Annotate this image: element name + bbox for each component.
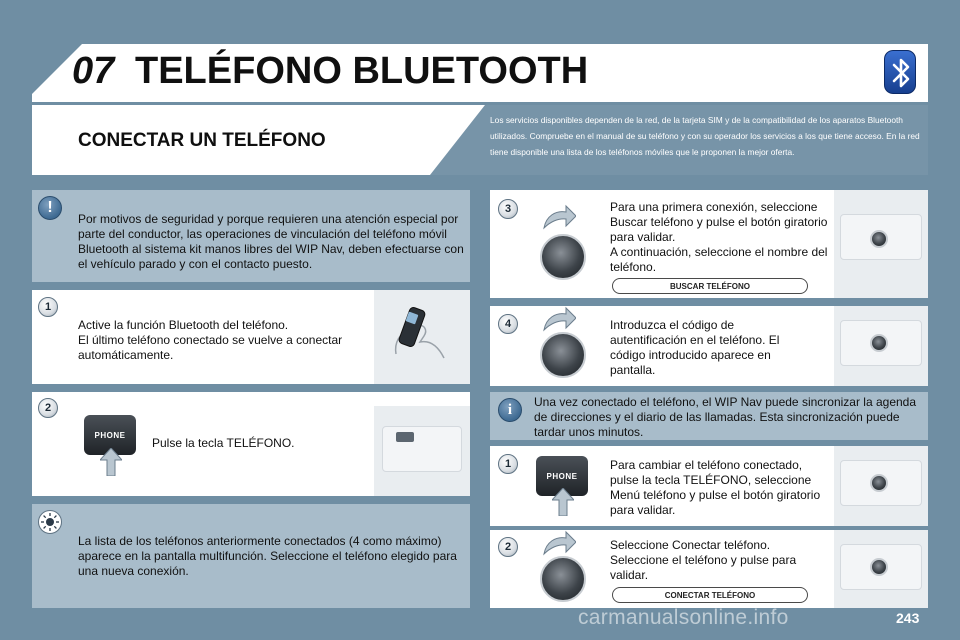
- radio-unit-illustration: [834, 530, 928, 608]
- rotary-knob-icon: [540, 332, 586, 378]
- step3-badge: 3: [498, 199, 518, 219]
- step4-badge: 4: [498, 314, 518, 334]
- page-title: TELÉFONO BLUETOOTH: [135, 50, 589, 92]
- phone-hand-illustration: [374, 290, 470, 384]
- radio-face: [382, 426, 462, 472]
- chapter-number: 07: [72, 50, 115, 92]
- tip-text: La lista de los teléfonos anteriormente conectados (4 como máximo) aparece en la pantalla multifunción. Seleccione el teléfono elegido para una nueva conexión.: [78, 534, 457, 578]
- mobile-phone-icon: [374, 290, 470, 384]
- change2-badge: 2: [498, 537, 518, 557]
- rotary-knob-icon: [540, 234, 586, 280]
- step4-text: Introduzca el código de autentificación en el teléfono. El código introducido aparece en pantalla.: [610, 318, 780, 377]
- step2-badge: 2: [38, 398, 58, 418]
- search-phone-button[interactable]: BUSCAR TELÉFONO: [612, 278, 808, 294]
- radio-unit-illustration: [834, 446, 928, 526]
- phone-key-icon: PHONE: [536, 456, 588, 496]
- warning-icon: !: [38, 196, 62, 220]
- change1-text: Para cambiar el teléfono conectado, pulse la tecla TELÉFONO, seleccione Menú teléfono y pulse el botón giratorio para validar.: [610, 458, 821, 517]
- radio-unit-illustration: [834, 190, 928, 298]
- page-number: 243: [896, 610, 920, 626]
- section-title: CONECTAR UN TELÉFONO: [78, 130, 326, 151]
- radio-knob: [870, 230, 888, 248]
- radio-unit-illustration: [834, 306, 928, 386]
- phone-key-icon: PHONE: [84, 415, 136, 455]
- intro-text: Los servicios disponibles dependen de la red, de la tarjeta SIM y de la compatibilidad de los aparatos Bluetooth utilizados. Compruebe en el manual de su teléfono y con su operador los servicios a los que tiene acceso. En la red tiene disponible una lista de los teléfonos móviles que le proponen la mejor oferta.: [490, 115, 920, 157]
- lightbulb-icon: [38, 510, 62, 534]
- step3-text: Para una primera conexión, seleccione Buscar teléfono y pulse el botón giratorio para validar. A continuación, seleccione el nombre del teléfono.: [610, 200, 828, 274]
- phone-key-highlight: [396, 432, 414, 442]
- bluetooth-icon: [884, 50, 916, 94]
- pointer-arrow-icon: [552, 488, 574, 521]
- step1-text: Active la función Bluetooth del teléfono. El último teléfono conectado se vuelve a conectar automáticamente.: [78, 318, 343, 362]
- info-icon: i: [498, 398, 522, 422]
- radio-knob: [870, 558, 888, 576]
- radio-knob: [870, 474, 888, 492]
- rotary-knob-icon: [540, 556, 586, 602]
- warning-text: Por motivos de seguridad y porque requieren una atención especial por parte del conductor, las operaciones de vinculación del teléfono móvil Bluetooth al sistema kit manos libres del WIP Nav, deben efectuarse con el vehículo parado y con el contacto puesto.: [78, 212, 464, 271]
- rotate-arrow-icon: [540, 204, 576, 235]
- change2-text: Seleccione Conectar teléfono. Seleccione el teléfono y pulse para validar.: [610, 538, 797, 582]
- pointer-arrow-icon: [100, 448, 122, 481]
- info-text: Una vez conectado el teléfono, el WIP Nav puede sincronizar la agenda de direcciones y el diario de las llamadas. Esta sincronización puede tardar unos minutos.: [534, 395, 917, 439]
- step2-text: Pulse la tecla TELÉFONO.: [152, 436, 295, 450]
- radio-knob: [870, 334, 888, 352]
- connect-phone-button[interactable]: CONECTAR TELÉFONO: [612, 587, 808, 603]
- step1-badge: 1: [38, 297, 58, 317]
- change1-badge: 1: [498, 454, 518, 474]
- radio-unit-illustration: [374, 406, 470, 496]
- watermark: carmanualsonline.info: [578, 606, 789, 629]
